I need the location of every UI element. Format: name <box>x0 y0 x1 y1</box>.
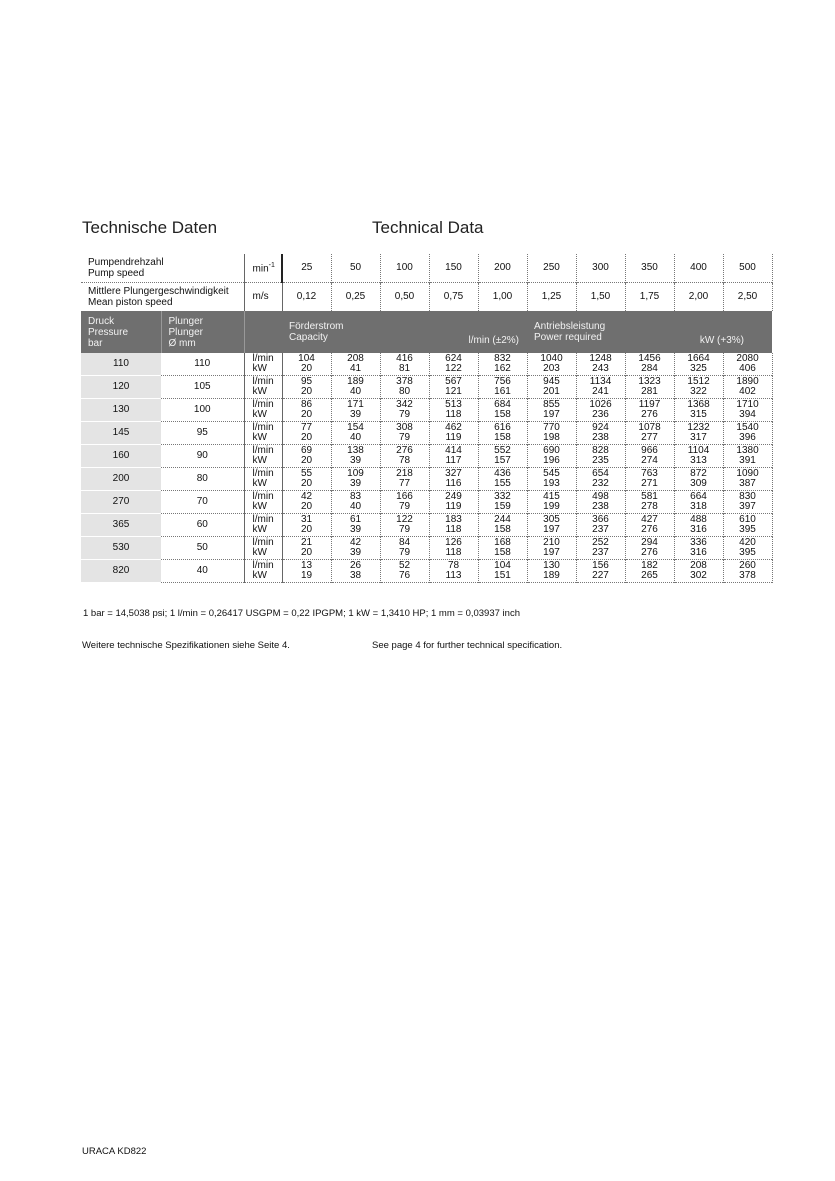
table-row <box>81 422 772 445</box>
value-cell: 1710 394 <box>723 399 772 422</box>
value-cell: 366 237 <box>576 514 625 537</box>
pump-speed-value: 25 <box>282 254 331 283</box>
piston-speed-row <box>81 283 772 312</box>
title-english: Technical Data <box>372 218 484 237</box>
table-row <box>81 560 772 583</box>
capacity-header: Förderstrom Capacity l/min (±2%) <box>282 311 527 353</box>
value-cell: 42 20 <box>282 491 331 514</box>
unit-cell: l/min kW <box>244 399 282 422</box>
value-cell: 208 302 <box>674 560 723 583</box>
piston-speed-label: Mittlere Plungergeschwindigkeit Mean piston speed <box>81 283 244 312</box>
plunger-cell: 110 <box>161 353 244 376</box>
value-cell: 305 197 <box>527 514 576 537</box>
value-cell: 770 198 <box>527 422 576 445</box>
value-cell: 690 196 <box>527 445 576 468</box>
value-cell: 684 158 <box>478 399 527 422</box>
value-cell: 945 201 <box>527 376 576 399</box>
value-cell: 182 265 <box>625 560 674 583</box>
table-row <box>81 399 772 422</box>
value-cell: 436 155 <box>478 468 527 491</box>
table-row <box>81 376 772 399</box>
plunger-cell: 70 <box>161 491 244 514</box>
value-cell: 567 121 <box>429 376 478 399</box>
pump-speed-value: 300 <box>576 254 625 283</box>
piston-speed-value: 0,75 <box>429 283 478 312</box>
value-cell: 545 193 <box>527 468 576 491</box>
unit-cell: l/min kW <box>244 376 282 399</box>
table-row <box>81 353 772 376</box>
value-cell: 616 158 <box>478 422 527 445</box>
piston-speed-value: 0,25 <box>331 283 380 312</box>
value-cell: 342 79 <box>380 399 429 422</box>
piston-speed-value: 0,12 <box>282 283 331 312</box>
value-cell: 1456 284 <box>625 353 674 376</box>
value-cell: 1323 281 <box>625 376 674 399</box>
value-cell: 488 316 <box>674 514 723 537</box>
value-cell: 156 227 <box>576 560 625 583</box>
unit-cell: l/min kW <box>244 560 282 583</box>
value-cell: 966 274 <box>625 445 674 468</box>
plunger-cell: 80 <box>161 468 244 491</box>
value-cell: 210 197 <box>527 537 576 560</box>
pressure-header: Druck Pressure bar <box>81 311 161 353</box>
value-cell: 21 20 <box>282 537 331 560</box>
pressure-cell: 160 <box>81 445 161 468</box>
value-cell: 13 19 <box>282 560 331 583</box>
value-cell: 183 118 <box>429 514 478 537</box>
piston-speed-value: 1,75 <box>625 283 674 312</box>
pump-speed-unit: $\min^{-1}$ <box>244 254 282 283</box>
value-cell: 1540 396 <box>723 422 772 445</box>
value-cell: 109 39 <box>331 468 380 491</box>
pump-speed-value: 50 <box>331 254 380 283</box>
plunger-cell: 90 <box>161 445 244 468</box>
value-cell: 327 116 <box>429 468 478 491</box>
value-cell: 1248 243 <box>576 353 625 376</box>
value-cell: 763 271 <box>625 468 674 491</box>
plunger-cell: 40 <box>161 560 244 583</box>
value-cell: 610 395 <box>723 514 772 537</box>
value-cell: 42 39 <box>331 537 380 560</box>
plunger-header: Plunger Plunger Ø mm <box>161 311 244 353</box>
pressure-cell: 530 <box>81 537 161 560</box>
value-cell: 138 39 <box>331 445 380 468</box>
value-cell: 26 38 <box>331 560 380 583</box>
value-cell: 189 40 <box>331 376 380 399</box>
table-row <box>81 468 772 491</box>
pressure-cell: 820 <box>81 560 161 583</box>
value-cell: 218 77 <box>380 468 429 491</box>
note-english: See page 4 for further technical specification. <box>372 640 563 651</box>
unit-header <box>244 311 282 353</box>
pump-speed-label: Pumpendrehzahl Pump speed <box>81 254 244 283</box>
value-cell: 756 161 <box>478 376 527 399</box>
value-cell: 171 39 <box>331 399 380 422</box>
plunger-cell: 95 <box>161 422 244 445</box>
note-german: Weitere technische Spezifikationen siehe Seite 4. <box>82 640 290 651</box>
value-cell: 1890 402 <box>723 376 772 399</box>
piston-speed-value: 0,50 <box>380 283 429 312</box>
conversion-footnote: 1 bar = 14,5038 psi; 1 l/min = 0,26417 USGPM = 0,22 IPGPM; 1 kW = 1,3410 HP; 1 mm = 0,03937 inch <box>83 608 520 619</box>
value-cell: 260 378 <box>723 560 772 583</box>
pump-speed-value: 350 <box>625 254 674 283</box>
pump-speed-value: 250 <box>527 254 576 283</box>
value-cell: 654 232 <box>576 468 625 491</box>
value-cell: 1380 391 <box>723 445 772 468</box>
value-cell: 498 238 <box>576 491 625 514</box>
table-row <box>81 537 772 560</box>
value-cell: 61 39 <box>331 514 380 537</box>
value-cell: 31 20 <box>282 514 331 537</box>
pressure-cell: 200 <box>81 468 161 491</box>
value-cell: 308 79 <box>380 422 429 445</box>
value-cell: 154 40 <box>331 422 380 445</box>
unit-cell: l/min kW <box>244 422 282 445</box>
value-cell: 104 151 <box>478 560 527 583</box>
piston-speed-value: 1,25 <box>527 283 576 312</box>
value-cell: 130 189 <box>527 560 576 583</box>
pump-speed-value: 400 <box>674 254 723 283</box>
unit-cell: l/min kW <box>244 468 282 491</box>
value-cell: 1664 325 <box>674 353 723 376</box>
value-cell: 55 20 <box>282 468 331 491</box>
piston-speed-value: 2,00 <box>674 283 723 312</box>
value-cell: 581 278 <box>625 491 674 514</box>
value-cell: 83 40 <box>331 491 380 514</box>
value-cell: 378 80 <box>380 376 429 399</box>
pressure-cell: 365 <box>81 514 161 537</box>
value-cell: 427 276 <box>625 514 674 537</box>
value-cell: 664 318 <box>674 491 723 514</box>
value-cell: 832 162 <box>478 353 527 376</box>
plunger-cell: 100 <box>161 399 244 422</box>
value-cell: 78 113 <box>429 560 478 583</box>
value-cell: 828 235 <box>576 445 625 468</box>
unit-cell: l/min kW <box>244 353 282 376</box>
pressure-cell: 110 <box>81 353 161 376</box>
value-cell: 104 20 <box>282 353 331 376</box>
unit-cell: l/min kW <box>244 445 282 468</box>
value-cell: 924 238 <box>576 422 625 445</box>
value-cell: 1197 276 <box>625 399 674 422</box>
unit-cell: l/min kW <box>244 537 282 560</box>
table-row <box>81 514 772 537</box>
value-cell: 276 78 <box>380 445 429 468</box>
value-cell: 415 199 <box>527 491 576 514</box>
value-cell: 249 119 <box>429 491 478 514</box>
pressure-cell: 120 <box>81 376 161 399</box>
value-cell: 122 79 <box>380 514 429 537</box>
value-cell: 855 197 <box>527 399 576 422</box>
power-header: Antriebsleistung Power required kW (+3%) <box>527 311 772 353</box>
pressure-cell: 130 <box>81 399 161 422</box>
value-cell: 1090 387 <box>723 468 772 491</box>
value-cell: 69 20 <box>282 445 331 468</box>
table-row <box>81 445 772 468</box>
value-cell: 1104 313 <box>674 445 723 468</box>
pressure-cell: 145 <box>81 422 161 445</box>
unit-cell: l/min kW <box>244 491 282 514</box>
value-cell: 52 76 <box>380 560 429 583</box>
value-cell: 872 309 <box>674 468 723 491</box>
value-cell: 552 157 <box>478 445 527 468</box>
value-cell: 252 237 <box>576 537 625 560</box>
pump-speed-value: 200 <box>478 254 527 283</box>
pressure-cell: 270 <box>81 491 161 514</box>
value-cell: 166 79 <box>380 491 429 514</box>
piston-speed-value: 1,50 <box>576 283 625 312</box>
value-cell: 1078 277 <box>625 422 674 445</box>
value-cell: 332 159 <box>478 491 527 514</box>
plunger-cell: 60 <box>161 514 244 537</box>
value-cell: 294 276 <box>625 537 674 560</box>
value-cell: 86 20 <box>282 399 331 422</box>
value-cell: 1232 317 <box>674 422 723 445</box>
piston-speed-value: 1,00 <box>478 283 527 312</box>
value-cell: 2080 406 <box>723 353 772 376</box>
value-cell: 624 122 <box>429 353 478 376</box>
value-cell: 416 81 <box>380 353 429 376</box>
pump-speed-row <box>81 254 772 283</box>
model-label: URACA KD822 <box>82 1146 147 1157</box>
value-cell: 126 118 <box>429 537 478 560</box>
unit-cell: l/min kW <box>244 514 282 537</box>
plunger-cell: 105 <box>161 376 244 399</box>
value-cell: 168 158 <box>478 537 527 560</box>
value-cell: 84 79 <box>380 537 429 560</box>
data-rows <box>81 353 772 583</box>
value-cell: 1512 322 <box>674 376 723 399</box>
title-german: Technische Daten <box>82 218 218 237</box>
value-cell: 1134 241 <box>576 376 625 399</box>
value-cell: 513 118 <box>429 399 478 422</box>
piston-speed-unit: m/s <box>244 283 282 312</box>
pump-speed-value: 150 <box>429 254 478 283</box>
technical-data-table <box>81 254 773 583</box>
value-cell: 1368 315 <box>674 399 723 422</box>
plunger-cell: 50 <box>161 537 244 560</box>
value-cell: 462 119 <box>429 422 478 445</box>
value-cell: 77 20 <box>282 422 331 445</box>
pump-speed-value: 100 <box>380 254 429 283</box>
pump-speed-value: 500 <box>723 254 772 283</box>
value-cell: 1026 236 <box>576 399 625 422</box>
value-cell: 1040 203 <box>527 353 576 376</box>
value-cell: 95 20 <box>282 376 331 399</box>
column-header-row <box>81 311 772 353</box>
table-row <box>81 491 772 514</box>
value-cell: 830 397 <box>723 491 772 514</box>
value-cell: 414 117 <box>429 445 478 468</box>
value-cell: 420 395 <box>723 537 772 560</box>
piston-speed-value: 2,50 <box>723 283 772 312</box>
value-cell: 336 316 <box>674 537 723 560</box>
value-cell: 208 41 <box>331 353 380 376</box>
value-cell: 244 158 <box>478 514 527 537</box>
